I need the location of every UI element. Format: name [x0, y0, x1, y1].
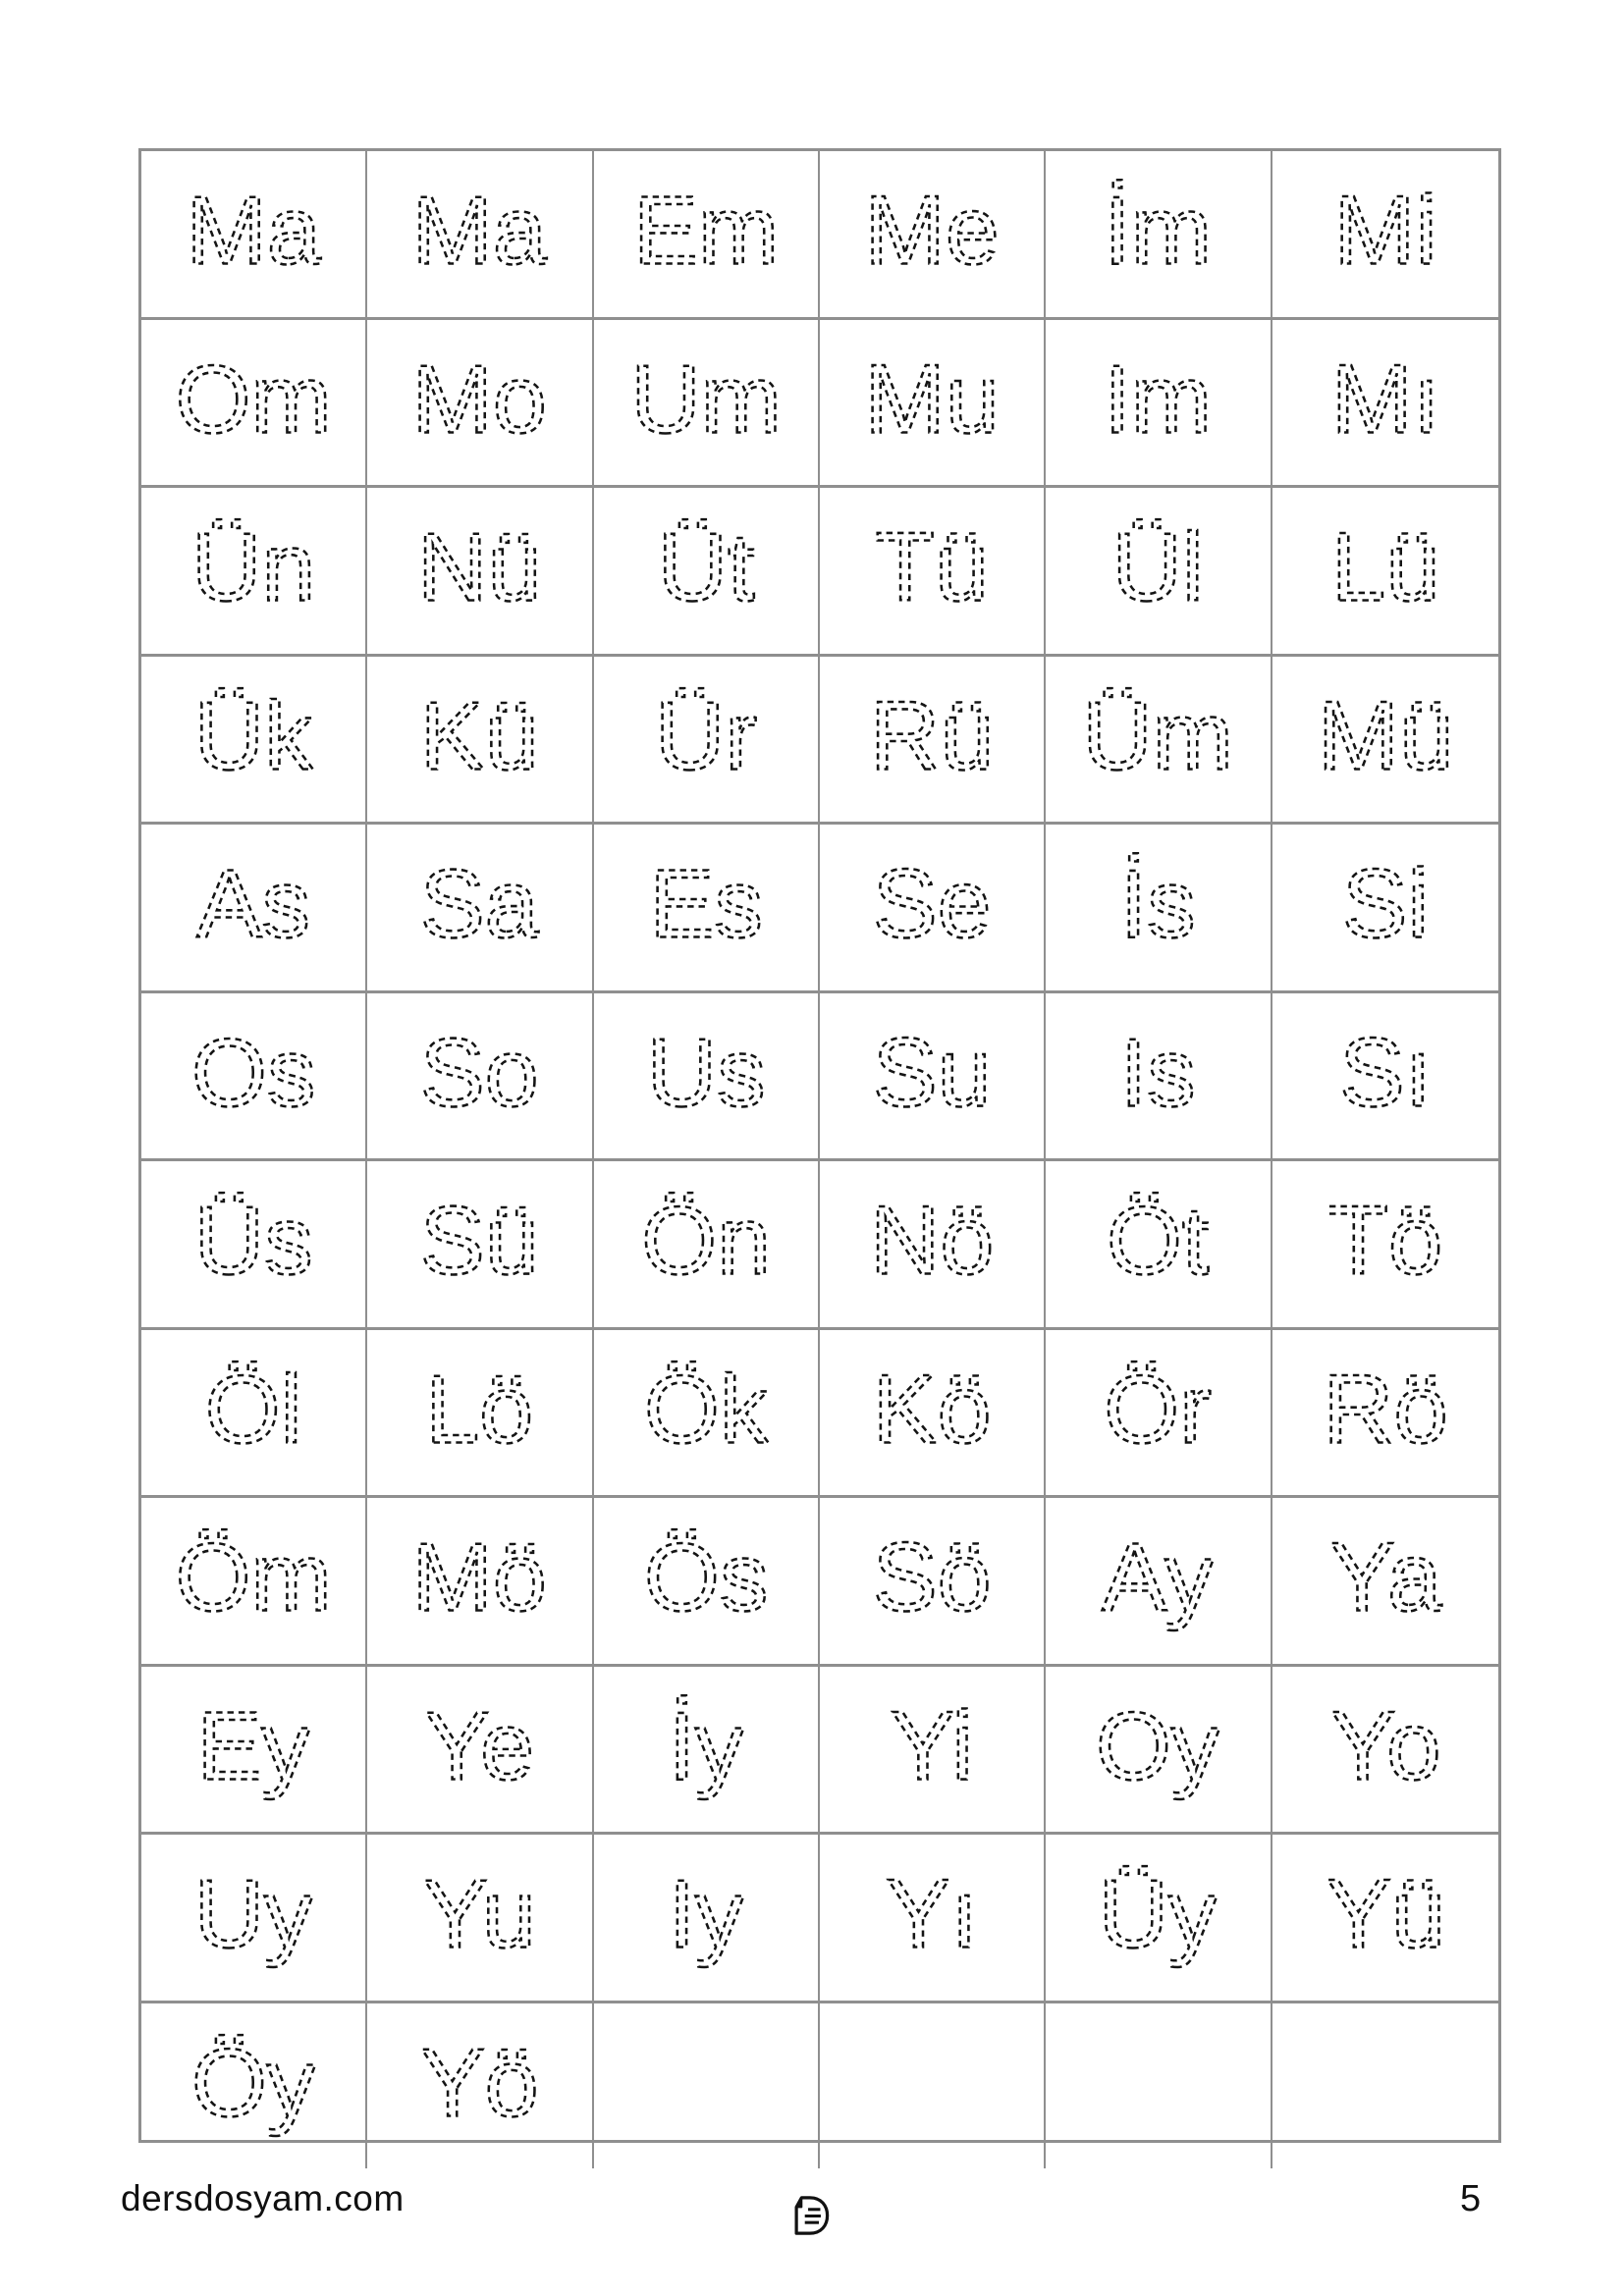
trace-cell-canvas [1046, 1667, 1270, 1833]
trace-cell [820, 1835, 1046, 2003]
trace-letters: Tü [875, 512, 989, 621]
trace-cell-canvas [1272, 1835, 1498, 2001]
trace-letters: Ös [643, 1522, 768, 1631]
trace-cell [820, 1498, 1046, 1667]
trace-letters: Sü [420, 1186, 539, 1295]
trace-cell-canvas [367, 2003, 591, 2169]
trace-letters: Ay [1102, 1522, 1215, 1631]
trace-cell-canvas [820, 320, 1044, 486]
trace-cell [1272, 993, 1498, 1162]
trace-cell [1046, 1667, 1272, 1836]
trace-cell-canvas [594, 825, 818, 990]
trace-cell [594, 488, 820, 657]
trace-cell [1272, 1835, 1498, 2003]
trace-cell-canvas [1046, 151, 1270, 317]
trace-cell-canvas [367, 657, 591, 823]
trace-cell-canvas [141, 1161, 365, 1327]
trace-cell-canvas [594, 1835, 818, 2001]
trace-letters: Ün [190, 512, 316, 621]
trace-cell-canvas [820, 825, 1044, 990]
trace-letters: Mi [1333, 176, 1437, 286]
trace-letters: Mo [411, 344, 548, 453]
trace-letters: Üt [657, 512, 755, 621]
trace-cell-canvas [367, 825, 591, 990]
trace-cell [820, 320, 1046, 489]
trace-cell-canvas [141, 993, 365, 1159]
trace-cell [141, 993, 367, 1162]
trace-cell-canvas [1046, 1835, 1270, 2001]
trace-letters: Mu [864, 344, 1000, 453]
trace-cell [141, 2003, 367, 2169]
trace-cell [1272, 488, 1498, 657]
trace-cell [141, 657, 367, 826]
trace-letters: Lü [1330, 512, 1440, 622]
trace-cell-canvas [594, 657, 818, 823]
trace-letters: Öm [175, 1522, 332, 1631]
trace-cell-canvas [1046, 1498, 1270, 1664]
trace-cell-canvas [141, 2003, 365, 2169]
trace-letters: Ör [1104, 1354, 1213, 1463]
trace-cell-canvas [820, 1330, 1044, 1496]
trace-cell [594, 151, 820, 320]
trace-cell [1272, 1498, 1498, 1667]
trace-cell [1046, 320, 1272, 489]
trace-cell-canvas [1272, 825, 1498, 990]
trace-cell-canvas [141, 657, 365, 823]
trace-letters: So [420, 1017, 539, 1126]
trace-letters: Es [649, 849, 763, 958]
trace-letters: Yi [891, 1690, 974, 1799]
trace-cell-canvas [594, 1498, 818, 1664]
trace-cell [141, 488, 367, 657]
trace-cell [594, 1835, 820, 2003]
trace-cell-canvas [141, 320, 365, 486]
trace-cell [594, 1330, 820, 1499]
trace-cell [1046, 151, 1272, 320]
trace-letters: Ye [424, 1690, 535, 1799]
trace-cell-canvas [367, 1667, 591, 1833]
trace-cell [820, 1667, 1046, 1836]
trace-cell [820, 825, 1046, 993]
trace-cell [1272, 320, 1498, 489]
trace-cell-canvas [1046, 825, 1270, 990]
trace-letters: Mü [1317, 681, 1454, 791]
trace-letters: Mö [411, 1522, 548, 1631]
trace-letters: Ya [1328, 1522, 1442, 1632]
trace-letters: Is [1120, 1017, 1196, 1126]
trace-letters: Os [191, 1017, 316, 1126]
trace-cell [367, 488, 593, 657]
trace-cell-canvas [367, 320, 591, 486]
trace-letters: Su [872, 1017, 992, 1126]
trace-letters: Ey [196, 1690, 310, 1799]
trace-cell-canvas [367, 1330, 591, 1496]
trace-cell [820, 151, 1046, 320]
trace-cell-canvas [141, 1498, 365, 1664]
trace-cell-canvas [1272, 151, 1498, 317]
trace-cell [367, 1667, 593, 1836]
trace-cell-canvas [1272, 320, 1498, 486]
trace-cell [594, 1498, 820, 1667]
trace-cell-canvas [820, 488, 1044, 654]
trace-cell-canvas [1046, 657, 1270, 823]
trace-letters: Üy [1099, 1859, 1218, 1968]
trace-cell [1272, 1161, 1498, 1330]
trace-cell [141, 1330, 367, 1499]
trace-cell-canvas [594, 2003, 818, 2169]
trace-cell [141, 1667, 367, 1836]
trace-cell-canvas [594, 151, 818, 317]
trace-cell [594, 993, 820, 1162]
trace-cell [1272, 1667, 1498, 1836]
trace-cell-canvas [820, 2003, 1044, 2169]
trace-cell [367, 1835, 593, 2003]
trace-cell-canvas [1046, 488, 1270, 654]
trace-letters: Öl [204, 1354, 302, 1463]
trace-cell [820, 657, 1046, 826]
trace-cell [1046, 993, 1272, 1162]
trace-letters: Yu [422, 1859, 537, 1968]
trace-cell-canvas [1046, 1330, 1270, 1496]
trace-letters: Ma [186, 176, 321, 285]
trace-letters: Mı [1330, 345, 1440, 454]
trace-grid [138, 148, 1501, 2143]
trace-cell [820, 1161, 1046, 1330]
trace-cell [594, 320, 820, 489]
trace-cell-canvas [367, 488, 591, 654]
trace-cell [1272, 151, 1498, 320]
trace-cell-canvas [1046, 993, 1270, 1159]
trace-letters: İs [1120, 849, 1196, 958]
trace-cell [820, 1330, 1046, 1499]
trace-cell [1046, 657, 1272, 826]
trace-letters: Uy [193, 1859, 313, 1968]
trace-cell-canvas [594, 993, 818, 1159]
trace-letters: Ök [643, 1354, 768, 1463]
trace-letters: Sa [420, 849, 539, 958]
trace-letters: Kü [420, 680, 539, 789]
trace-cell-canvas [141, 1330, 365, 1496]
trace-cell-canvas [1046, 320, 1270, 486]
trace-cell-canvas [1272, 1667, 1498, 1833]
trace-cell [141, 825, 367, 993]
trace-cell-canvas [1272, 488, 1498, 654]
trace-letters: Se [872, 849, 992, 958]
trace-cell-canvas [367, 993, 591, 1159]
trace-letters: Nü [417, 512, 542, 621]
trace-letters: Yü [1325, 1859, 1445, 1969]
trace-cell [594, 657, 820, 826]
trace-letters: Us [646, 1017, 766, 1126]
trace-letters: Ül [1111, 512, 1205, 621]
trace-cell-canvas [1272, 1161, 1498, 1327]
trace-cell-canvas [1046, 2003, 1270, 2169]
trace-cell [594, 2003, 820, 2169]
trace-cell [1272, 1330, 1498, 1499]
trace-letters: Ma [411, 176, 548, 285]
page-number: 5 [1460, 2178, 1482, 2219]
footer-site-url: dersdosyam.com [121, 2178, 405, 2218]
trace-letters: Yı [886, 1859, 978, 1968]
trace-cell [367, 151, 593, 320]
trace-cell-canvas [820, 1835, 1044, 2001]
trace-cell [1046, 1835, 1272, 2003]
trace-cell-canvas [594, 488, 818, 654]
trace-letters: Öt [1107, 1186, 1210, 1295]
trace-cell-canvas [820, 993, 1044, 1159]
trace-letters: Um [629, 344, 782, 453]
trace-cell-canvas [367, 1498, 591, 1664]
trace-cell-canvas [594, 320, 818, 486]
trace-cell [1046, 1161, 1272, 1330]
trace-cell [141, 1161, 367, 1330]
trace-cell [141, 1498, 367, 1667]
trace-letters: Oy [1096, 1690, 1220, 1799]
trace-cell-canvas [820, 151, 1044, 317]
trace-cell-canvas [1272, 1330, 1498, 1496]
trace-cell-canvas [594, 1330, 818, 1496]
trace-letters: Kö [872, 1354, 992, 1463]
trace-letters: Nö [869, 1186, 995, 1295]
trace-cell-canvas [141, 825, 365, 990]
trace-cell-canvas [367, 151, 591, 317]
trace-letters: Sö [872, 1522, 992, 1631]
trace-cell-canvas [1046, 1161, 1270, 1327]
trace-cell-canvas [1272, 2003, 1498, 2169]
trace-cell [367, 657, 593, 826]
trace-letters: Si [1341, 849, 1430, 959]
trace-cell [594, 825, 820, 993]
trace-letters: Üs [193, 1186, 313, 1295]
trace-cell [1046, 2003, 1272, 2169]
trace-cell [594, 1667, 820, 1836]
trace-cell [1272, 825, 1498, 993]
trace-letters: Im [1104, 344, 1213, 453]
trace-cell [1046, 825, 1272, 993]
trace-cell [820, 2003, 1046, 2169]
trace-cell [594, 1161, 820, 1330]
trace-letters: Om [175, 344, 332, 453]
trace-letters: Rü [869, 680, 995, 789]
trace-letters: As [196, 849, 310, 958]
trace-cell-canvas [367, 1161, 591, 1327]
trace-letters: Yo [1329, 1691, 1441, 1801]
trace-cell-canvas [820, 657, 1044, 823]
trace-cell [1272, 2003, 1498, 2169]
trace-cell [820, 488, 1046, 657]
trace-cell-canvas [1272, 993, 1498, 1159]
trace-cell [141, 320, 367, 489]
trace-letters: Üm [1082, 680, 1234, 789]
trace-cell-canvas [820, 1498, 1044, 1664]
trace-letters: Ür [654, 680, 757, 789]
trace-cell [820, 993, 1046, 1162]
trace-cell-canvas [141, 151, 365, 317]
trace-letters: Yö [420, 2027, 539, 2136]
trace-letters: Ük [193, 680, 313, 789]
trace-cell-canvas [594, 1161, 818, 1327]
trace-cell [367, 1161, 593, 1330]
trace-cell-canvas [141, 1667, 365, 1833]
trace-letters: Sı [1338, 1018, 1432, 1128]
trace-letters: Lö [425, 1354, 534, 1463]
trace-letters: Iy [668, 1859, 744, 1968]
trace-letters: İy [668, 1690, 744, 1799]
trace-letters: Me [864, 176, 1000, 285]
trace-cell [141, 151, 367, 320]
trace-cell-canvas [1272, 1498, 1498, 1664]
trace-cell [367, 1330, 593, 1499]
trace-letters: Ön [640, 1186, 771, 1295]
trace-cell-canvas [820, 1161, 1044, 1327]
trace-letters: İm [1104, 176, 1213, 285]
trace-cell [141, 1835, 367, 2003]
trace-cell [1046, 1498, 1272, 1667]
trace-letters: Tö [1327, 1186, 1442, 1296]
trace-letters: Öy [191, 2027, 316, 2136]
trace-cell [1046, 488, 1272, 657]
trace-cell [367, 1498, 593, 1667]
trace-cell-canvas [1272, 657, 1498, 823]
trace-letters: Rö [1323, 1355, 1448, 1465]
trace-cell [367, 320, 593, 489]
trace-cell [367, 2003, 593, 2169]
trace-cell-canvas [594, 1667, 818, 1833]
trace-cell-canvas [367, 1835, 591, 2001]
trace-cell-canvas [141, 488, 365, 654]
site-logo-icon [788, 2194, 830, 2237]
trace-cell [367, 825, 593, 993]
trace-cell-canvas [820, 1667, 1044, 1833]
trace-letters: Em [632, 176, 779, 285]
trace-cell [1272, 657, 1498, 826]
trace-cell [1046, 1330, 1272, 1499]
trace-cell [367, 993, 593, 1162]
trace-cell-canvas [141, 1835, 365, 2001]
